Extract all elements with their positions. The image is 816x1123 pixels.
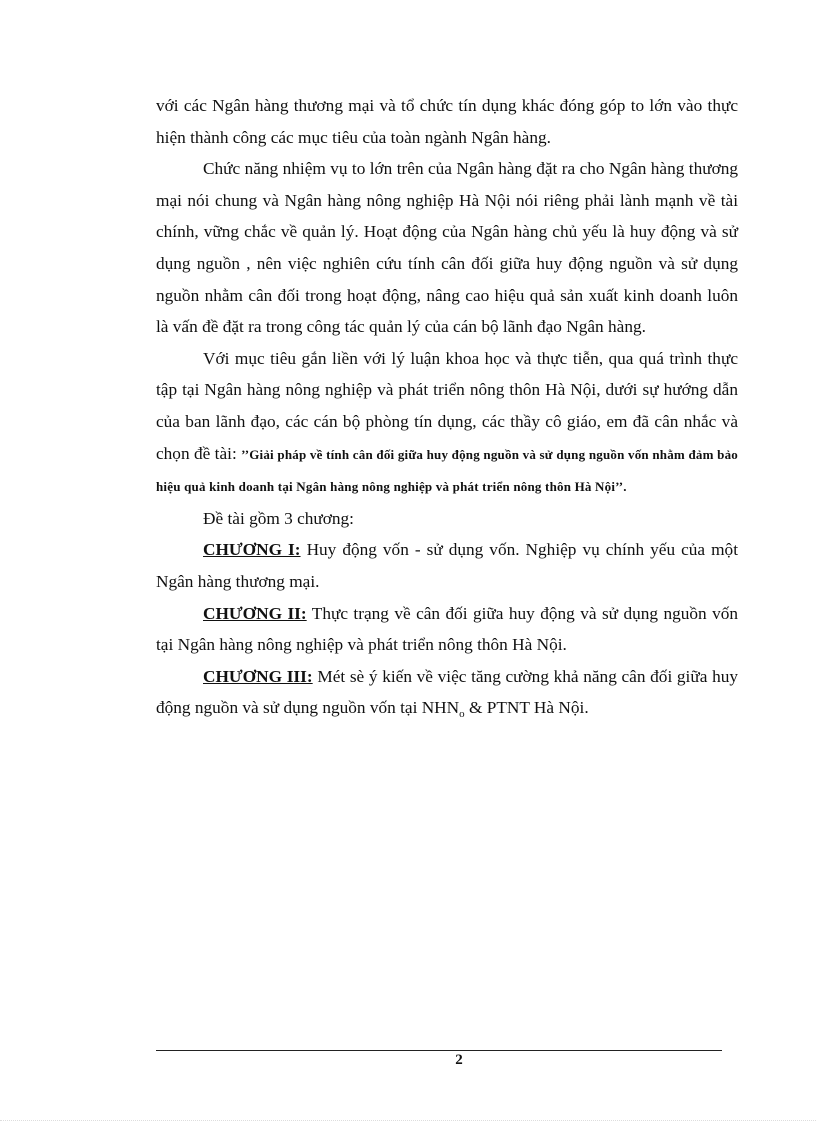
paragraph-continuation: với các Ngân hàng thương mại và tổ chức tín dụng khác đóng góp to lớn vào thực hiện thành công các mục tiêu của toàn ngành Ngân hàng. bbox=[156, 96, 738, 147]
body-text bbox=[156, 90, 738, 724]
chapter-3-text-end: & PTNT Hà Nội. bbox=[464, 698, 589, 718]
chapter-3-text: Mét sè ý kiến về việc tăng cường khả năng cân đối giữa huy động nguồn và sử dụng nguồn vốn tại NHN bbox=[156, 666, 738, 718]
chapter-1-label: CHƯƠNG I: bbox=[203, 540, 301, 560]
chapter-1-text: Huy động vốn - sử dụng vốn. Nghiệp vụ chính yếu của một Ngân hàng thương mại. bbox=[156, 540, 738, 591]
chapter-2-text: Thực trạng về cân đối giữa huy động và sử dụng nguồn vốn tại Ngân hàng nông nghiệp và phát triển nông thôn Hà Nội. bbox=[156, 603, 738, 655]
paragraph-topic-selection bbox=[156, 343, 738, 503]
footer-rule bbox=[156, 1050, 722, 1051]
chapter-3-subscript: o bbox=[459, 708, 465, 721]
chapter-1 bbox=[156, 534, 738, 597]
chapter-2 bbox=[156, 598, 738, 661]
chapter-3-label: CHƯƠNG III: bbox=[203, 666, 313, 686]
topic-title: ’’Giải pháp về tính cân đối giữa huy động nguồn và sử dụng nguồn vốn nhằm đảm bảo hiệu quả kinh doanh tại Ngân hàng nông nghiệp và phát triển nông thôn Hà Nội’’. bbox=[156, 446, 738, 495]
topic-intro-text: Với mục tiêu gắn liền với lý luận khoa học và thực tiễn, qua quá trình thực tập tại Ngân hàng nông nghiệp và phát triển nông thôn Hà Nội, dưới sự hướng dẫn của ban lãnh đạo, các cán bộ phòng tín dụng, các thầy cô giáo, em đã cân nhắc và chọn đề tài: bbox=[156, 348, 738, 463]
page-bottom-edge bbox=[0, 1120, 816, 1121]
page-number: 2 bbox=[455, 1052, 463, 1068]
chapter-3 bbox=[156, 661, 738, 724]
paragraph-chapter-count: Đề tài gồm 3 chương: bbox=[203, 508, 354, 528]
paragraph-bank-functions: Chức năng nhiệm vụ to lớn trên của Ngân hàng đặt ra cho Ngân hàng thương mại nói chung và Ngân hàng nông nghiệp Hà Nội nói riêng phải lành mạnh về tài chính, vững chắc về quản lý. Hoạt động của Ngân hàng chủ yếu là huy động và sử dụng nguồn , nên việc nghiên cứu tính cân đối giữa huy động nguồn và sử dụng nguồn nhằm cân đối trong hoạt động, nâng cao hiệu quả sản xuất kinh doanh luôn là vấn đề đặt ra trong công tác quản lý của cán bộ lãnh đạo Ngân hàng. bbox=[156, 159, 738, 337]
chapter-2-label: CHƯƠNG II: bbox=[203, 603, 307, 623]
